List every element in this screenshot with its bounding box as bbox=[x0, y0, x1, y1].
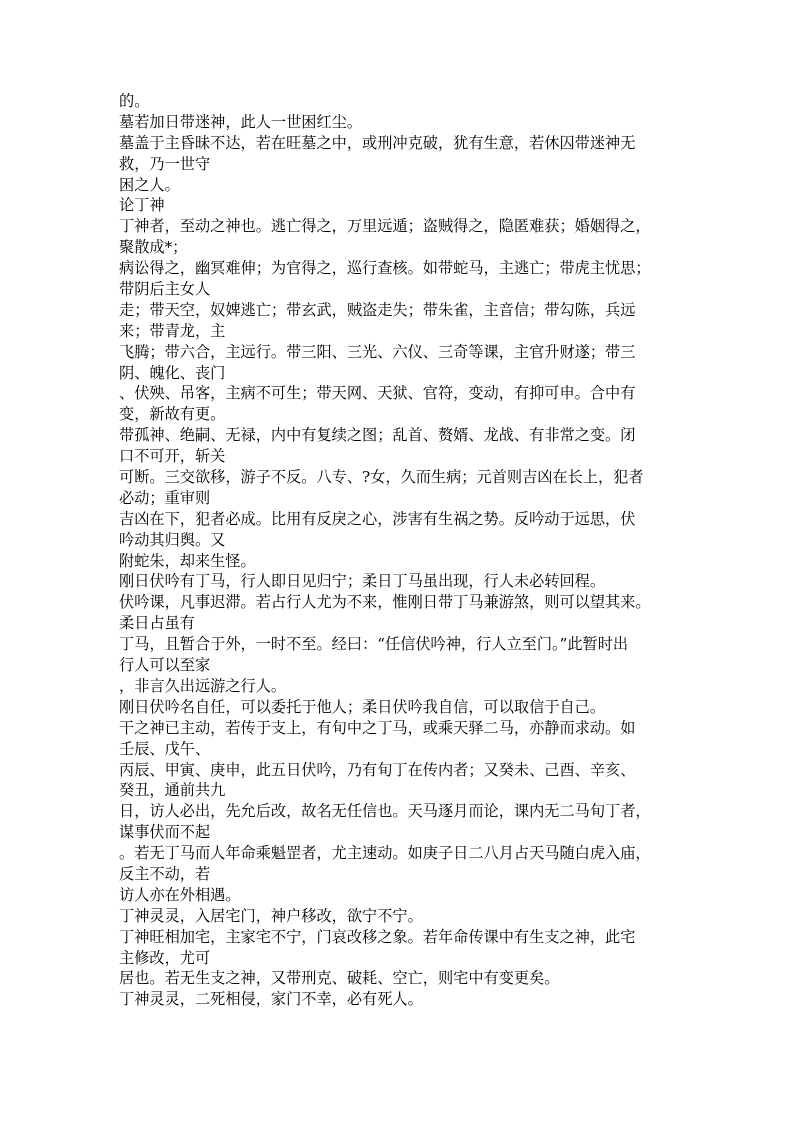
document-body bbox=[119, 91, 679, 1010]
text-line: 阴、魄化、丧门 bbox=[119, 363, 226, 382]
text-line: 必动；重审则 bbox=[119, 488, 211, 507]
text-line: 刚日伏吟名自任，可以委托于他人；柔日伏吟我自信，可以取信于自己。 bbox=[119, 697, 605, 716]
text-line: 壬辰、戊午、 bbox=[119, 739, 211, 758]
text-line: 访人亦在外相遇。 bbox=[119, 885, 241, 904]
text-line: 带阴后主女人 bbox=[119, 280, 211, 299]
text-line: 口不可开，斩关 bbox=[119, 447, 226, 466]
text-line: 柔日占虽有 bbox=[119, 614, 195, 633]
text-line: 行人可以至家 bbox=[119, 656, 211, 675]
text-line: 丁马，且暂合于外，一时不至。经曰：“任信伏吟神，行人立至门。”此暂时出 bbox=[119, 635, 629, 654]
text-line: 谋事伏而不起 bbox=[119, 823, 211, 842]
text-line: 丁神灵灵，二死相侵，家门不幸，必有死人。 bbox=[119, 990, 423, 1009]
text-line: 病讼得之，幽冥难伸；为官得之，巡行查核。如带蛇马，主逃亡；带虎主忧思； bbox=[119, 259, 651, 278]
text-line: 主修改，尤可 bbox=[119, 948, 211, 967]
text-line: 反主不动，若 bbox=[119, 864, 211, 883]
text-line: 日，访人必出，先允后改，故名无任信也。天马逐月而论，课内无二马旬丁者， bbox=[119, 802, 651, 821]
text-line: 困之人。 bbox=[119, 175, 180, 194]
text-line: 丁神旺相加宅，主家宅不宁，门哀改移之象。若年命传课中有生支之神，此宅 bbox=[119, 927, 636, 946]
text-line: 、伏殃、吊客，主病不可生；带天网、天狱、官符，变动，有抑可申。合中有 bbox=[119, 384, 636, 403]
text-line: 丁神灵灵，入居宅门，神户移改，欲宁不宁。 bbox=[119, 906, 423, 925]
text-line: 墓若加日带迷神，此人一世困红尘。 bbox=[119, 112, 362, 131]
text-line: 飞腾；带六合，主远行。带三阳、三光、六仪、三奇等课，主官升财遂；带三 bbox=[119, 342, 636, 361]
text-line: 吟动其归舆。又 bbox=[119, 530, 226, 549]
text-line: 伏吟课，凡事迟滞。若占行人尤为不来，惟刚日带丁马兼游煞，则可以望其来。 bbox=[119, 593, 651, 612]
section-heading: 论丁神 bbox=[119, 196, 165, 215]
text-line: 来；带青龙，主 bbox=[119, 321, 226, 340]
text-line: 丙辰、甲寅、庚申，此五日伏吟，乃有旬丁在传内者；又癸未、己酉、辛亥、 bbox=[119, 760, 636, 779]
text-line: 刚日伏吟有丁马，行人即日见归宁；柔日丁马虽出现，行人未必转回程。 bbox=[119, 572, 605, 591]
text-line: 带孤神、绝嗣、无禄，内中有复续之图；乱首、赘婿、龙战、有非常之变。闭 bbox=[119, 426, 636, 445]
text-line: 癸丑，通前共九 bbox=[119, 781, 226, 800]
text-line: 的。 bbox=[119, 92, 150, 110]
text-line: 可断。三交欲移，游子不反。八专、?女，久而生病；元首则吉凶在长上，犯者 bbox=[119, 468, 644, 487]
text-line: ，非言久出远游之行人。 bbox=[119, 676, 287, 695]
text-line: 附蛇朱，却来生怪。 bbox=[119, 551, 256, 570]
text-line: 居也。若无生支之神，又带刑克、破耗、空亡，则宅中有变更矣。 bbox=[119, 969, 560, 988]
text-line: 吉凶在下，犯者必成。比用有反戾之心，涉害有生祸之势。反吟动于远思，伏 bbox=[119, 509, 636, 528]
text-line: 干之神已主动，若传于支上，有旬中之丁马，或乘天驿二马，亦静而求动。如 bbox=[119, 718, 636, 737]
text-line: 走；带天空，奴婢逃亡；带玄武，贼盗走失；带朱雀，主音信；带勾陈，兵远 bbox=[119, 300, 636, 319]
text-line: 墓盖于主昏昧不达，若在旺墓之中，或刑冲克破，犹有生意，若休囚带迷神无 bbox=[119, 133, 636, 152]
text-line: 救，乃一世守 bbox=[119, 154, 211, 173]
text-line: 丁神者，至动之神也。逃亡得之，万里远遁；盗贼得之，隐匿难获；婚姻得之， bbox=[119, 217, 651, 236]
text-line: 。若无丁马而人年命乘魁罡者，尤主速动。如庚子日二八月占天马随白虎入庙， bbox=[119, 844, 651, 863]
text-line: 聚散成*； bbox=[119, 238, 188, 257]
text-line: 变，新故有更。 bbox=[119, 405, 226, 424]
